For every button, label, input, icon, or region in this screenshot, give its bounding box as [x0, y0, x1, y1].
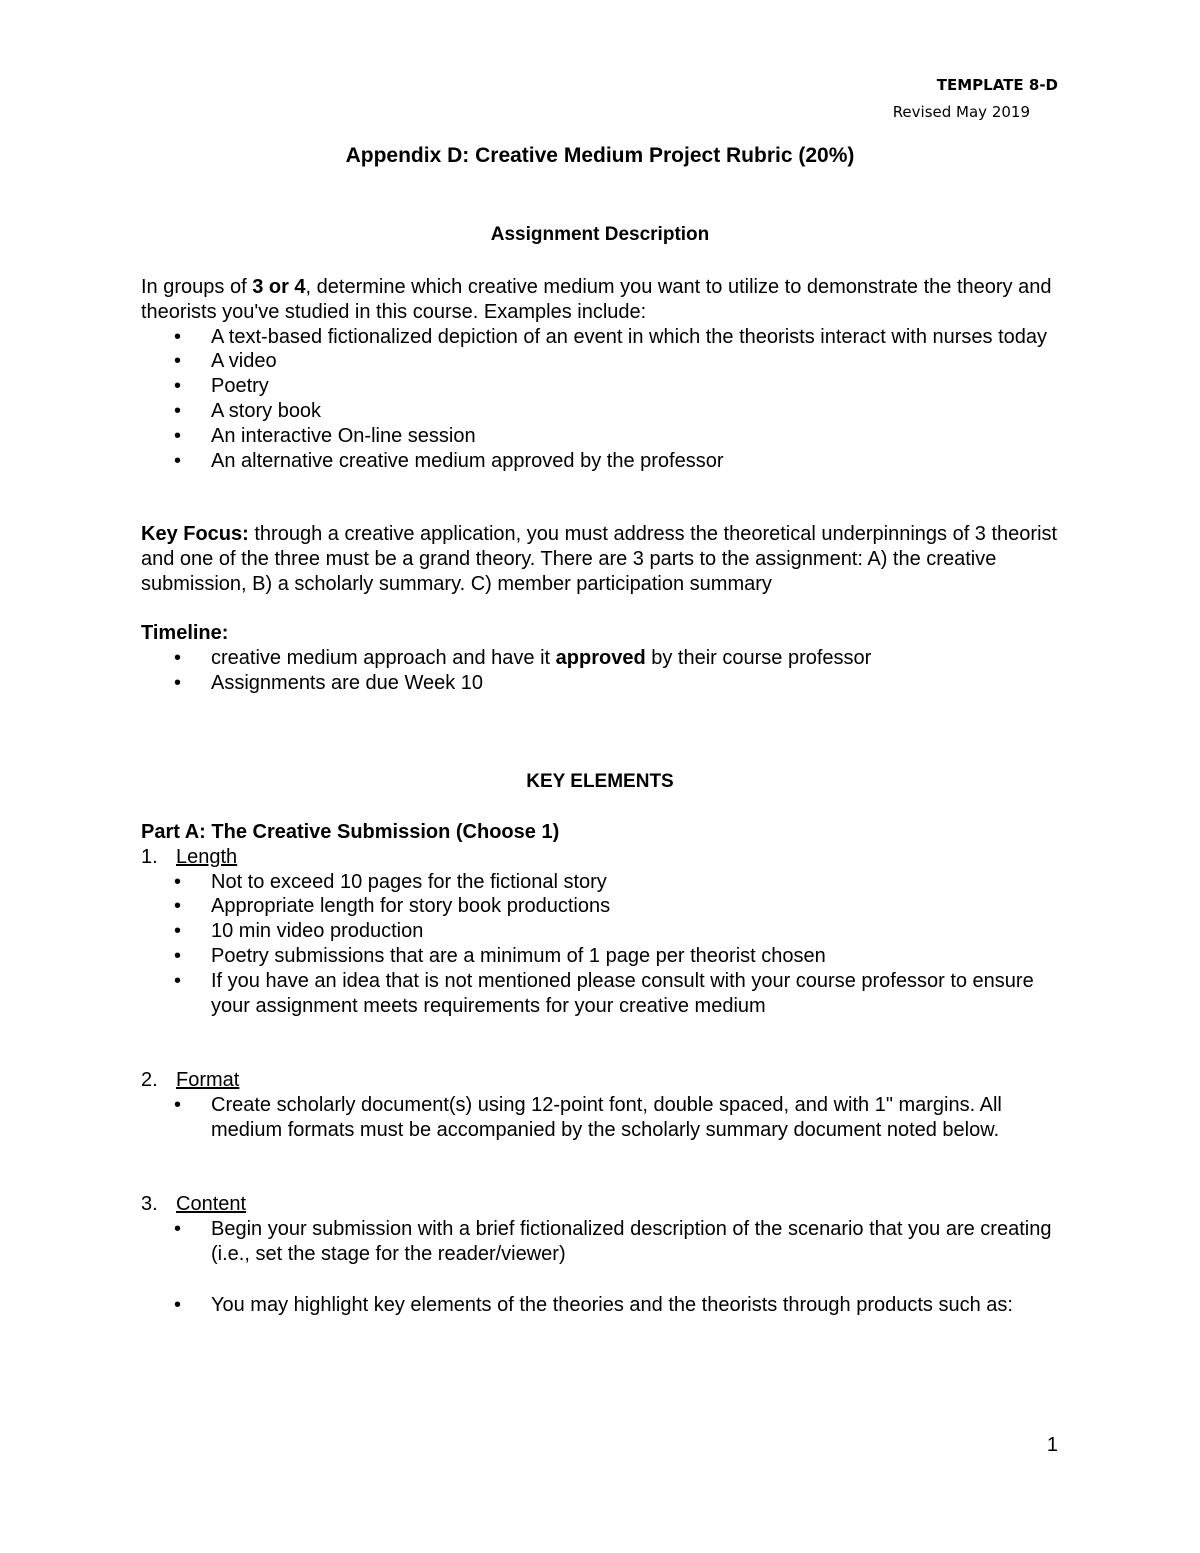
list-item: • 10 min video production	[141, 919, 1071, 944]
list-item: • A text-based fictionalized depiction of an event in which the theorists interact with nurses today	[141, 325, 1071, 350]
timeline-item1-post: by their course professor	[645, 646, 872, 669]
intro-bold: 3 or 4	[252, 276, 306, 298]
list-item: • A video	[141, 349, 1071, 374]
list-item: • Begin your submission with a brief fictionalized description of the scenario that you are creating (i.e., set the stage for the reader/viewer)	[141, 1217, 1071, 1267]
list-item: • Poetry submissions that are a minimum of 1 page per theorist chosen	[141, 944, 1071, 969]
timeline-item1-pre: creative medium approach and have it	[211, 646, 556, 669]
format-number: 2.	[141, 1069, 158, 1091]
list-item: • A story book	[141, 399, 1071, 424]
timeline-item1-bold: approved	[555, 646, 646, 669]
content-list	[141, 1217, 1071, 1318]
key-elements-heading: KEY ELEMENTS	[526, 771, 674, 792]
intro-post: , determine which creative medium you want to utilize to demonstrate the theory and theorists you've studied in this course. Examples include:	[141, 276, 1052, 323]
list-item: • An interactive On-line session	[141, 424, 1071, 449]
length-label: Length	[176, 845, 238, 868]
list-item: • Not to exceed 10 pages for the fictional story	[141, 870, 1071, 895]
content-number: 3.	[141, 1193, 158, 1215]
length-list	[141, 870, 1071, 1019]
page-number: 1	[1046, 1434, 1058, 1456]
timeline	[141, 621, 1071, 695]
assignment-heading: Assignment Description	[490, 224, 710, 245]
length-number: 1.	[141, 845, 158, 868]
list-item: • Poetry	[141, 374, 1071, 399]
key-focus-text: through a creative application, you must address the theoretical underpinnings of 3 theorist and one of the three must be a grand theory. There are 3 parts to the assignment: A) the creative submission, B) a scholarly summary. C) member participation summary	[141, 523, 1058, 595]
timeline-list	[141, 646, 1071, 696]
list-item: • Assignments are due Week 10	[141, 671, 1071, 696]
format-list	[141, 1093, 1071, 1143]
content-label: Content	[176, 1193, 247, 1215]
list-item: • If you have an idea that is not mentioned please consult with your course professor to ensure your assignment meets requirements for your creative medium	[141, 969, 1071, 1019]
intro-pre: In groups of	[141, 276, 253, 298]
list-item: • You may highlight key elements of the theories and the theorists through products such as:	[141, 1293, 1071, 1318]
revised-date: Revised May 2019	[892, 103, 1030, 121]
template-label: TEMPLATE 8-D	[936, 76, 1058, 94]
list-item: • Appropriate length for story book productions	[141, 894, 1071, 919]
format-section	[141, 1068, 1071, 1142]
format-label: Format	[176, 1069, 240, 1091]
page-title: Appendix D: Creative Medium Project Rubric (20%)	[345, 144, 855, 167]
timeline-label: Timeline:	[141, 622, 229, 644]
part-a	[141, 820, 1071, 1018]
key-focus-label: Key Focus:	[141, 523, 249, 545]
list-item: • An alternative creative medium approved by the professor	[141, 449, 1071, 474]
list-item	[141, 646, 1071, 671]
key-focus	[141, 522, 1071, 596]
list-item: • Create scholarly document(s) using 12-point font, double spaced, and with 1" margins. All medium formats must be accompanied by the scholarly summary document noted below.	[141, 1093, 1071, 1143]
part-a-heading: Part A: The Creative Submission (Choose 1)	[141, 821, 560, 843]
examples-list	[141, 325, 1071, 474]
content-section	[141, 1192, 1071, 1318]
assignment-intro	[141, 275, 1071, 473]
